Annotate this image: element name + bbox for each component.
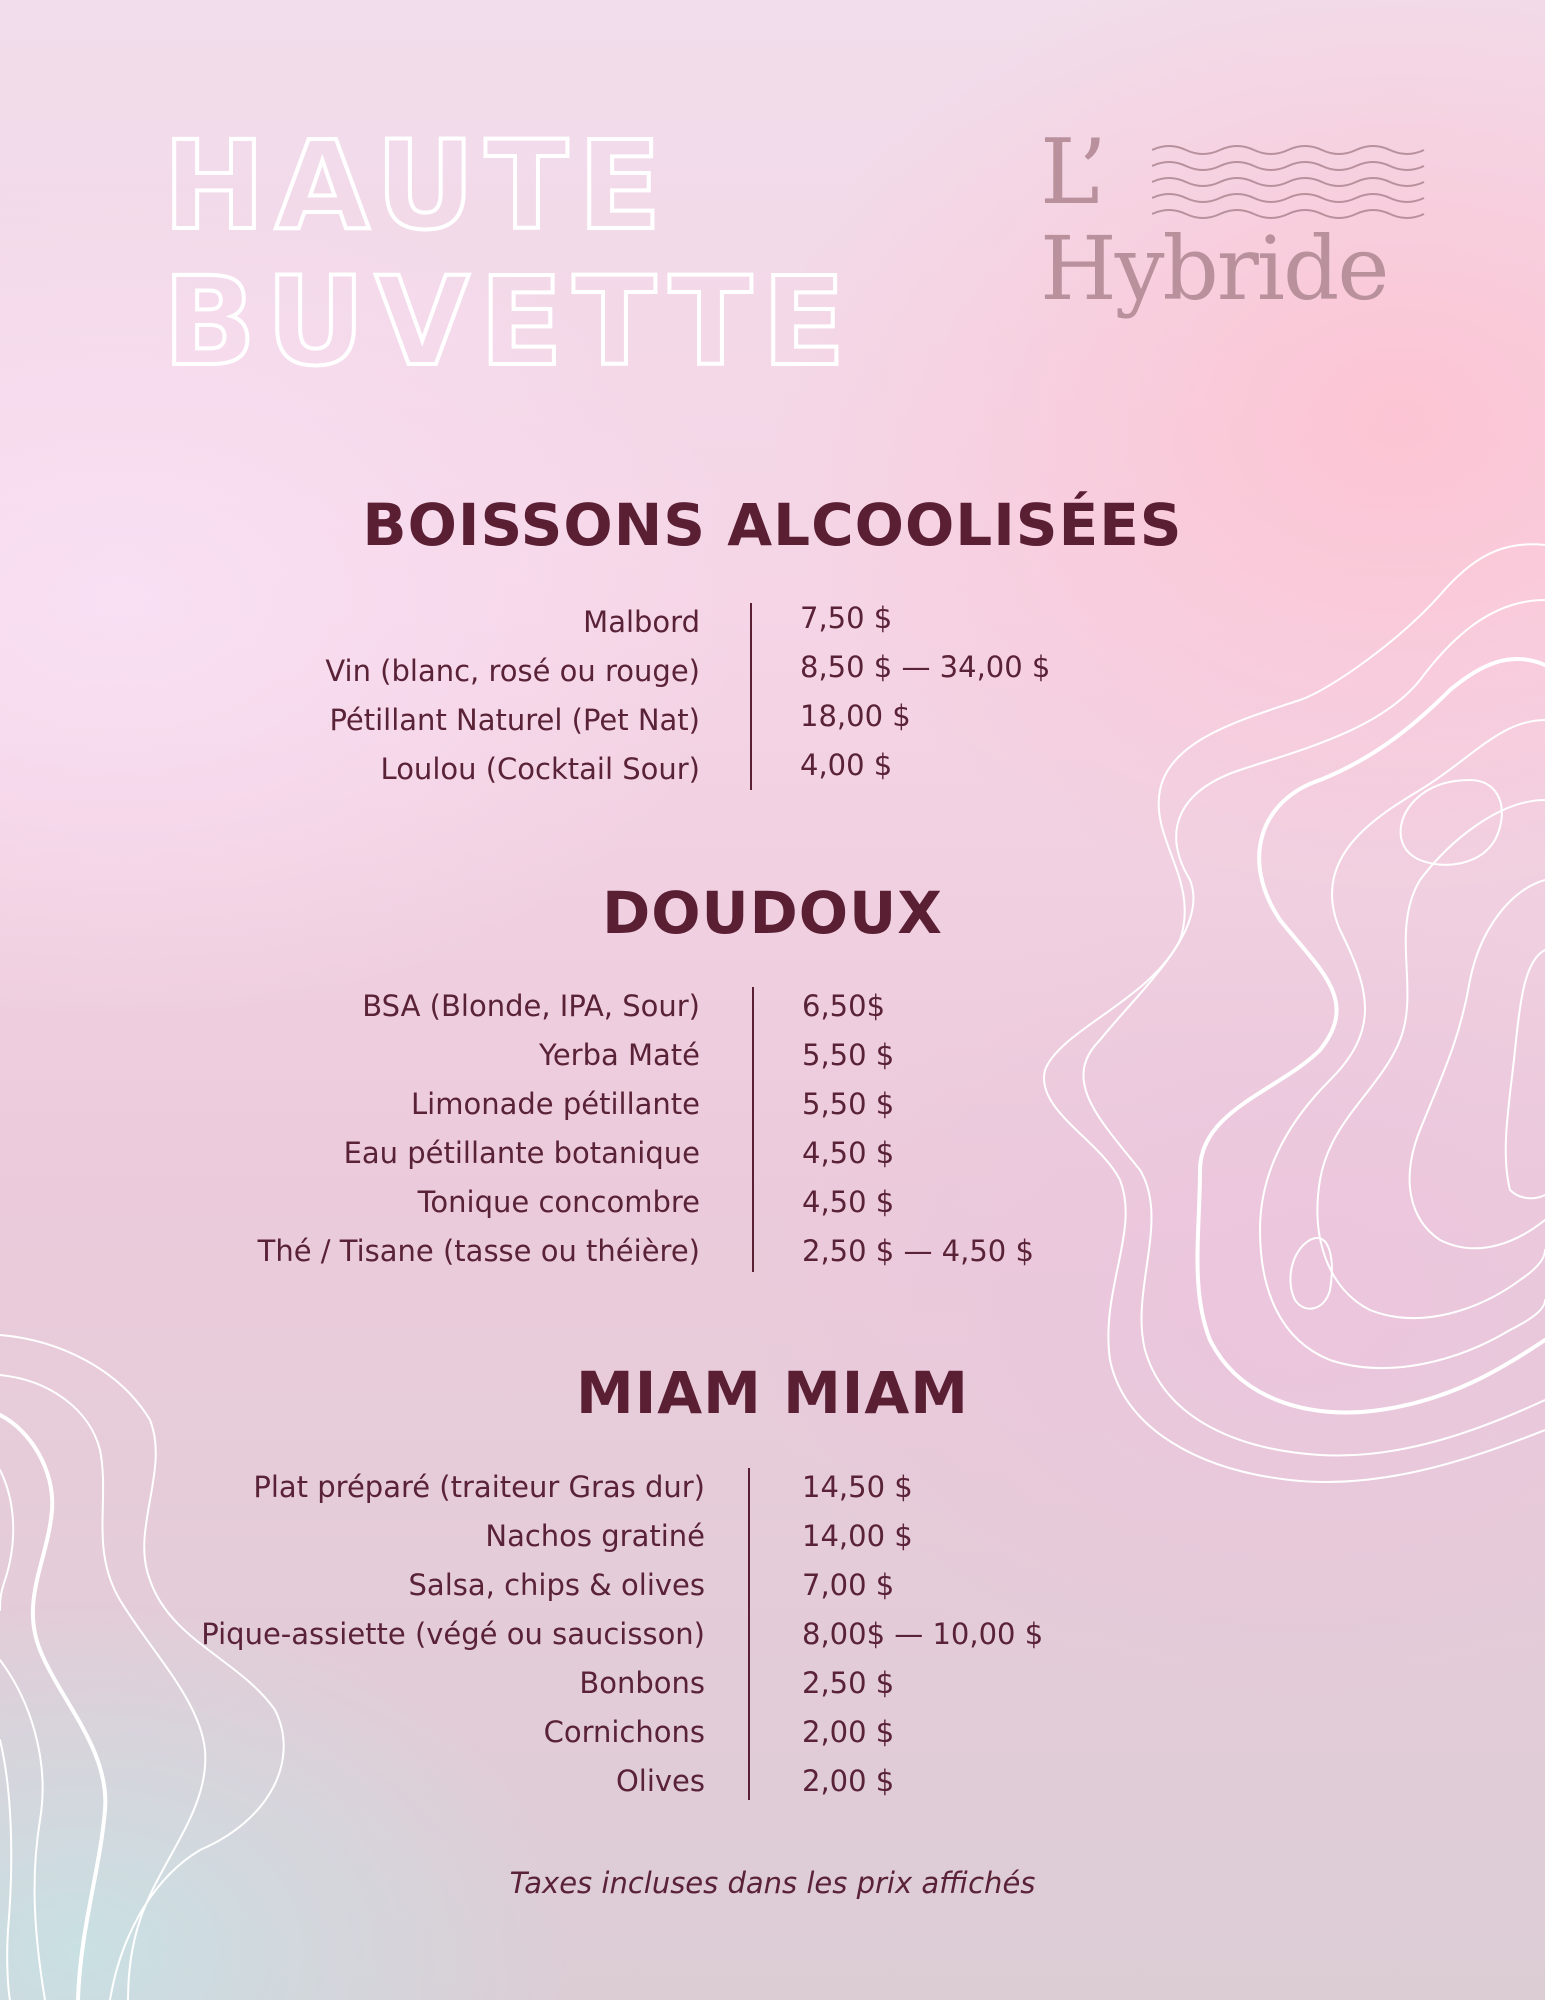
item-name: Malbord — [583, 605, 700, 639]
item-name: BSA (Blonde, IPA, Sour) — [362, 989, 700, 1023]
tax-note: Taxes incluses dans les prix affichés — [509, 1866, 1036, 1900]
section-title: BOISSONS ALCOOLISÉES — [362, 491, 1183, 559]
item-price: 6,50$ — [802, 989, 886, 1023]
menu-item — [0, 1512, 1545, 1561]
menu-item — [0, 647, 1545, 696]
menu-item — [0, 1708, 1545, 1757]
item-price: 4,50 $ — [802, 1136, 895, 1170]
item-name: Yerba Maté — [538, 1038, 700, 1072]
menu-item — [0, 1757, 1545, 1806]
item-price: 5,50 $ — [802, 1087, 895, 1121]
section-doudoux — [0, 878, 1545, 948]
menu-item — [0, 696, 1545, 745]
item-name: Loulou (Cocktail Sour) — [380, 752, 700, 786]
item-price: 7,50 $ — [800, 601, 893, 635]
menu-item — [0, 982, 1545, 1031]
item-price: 14,00 $ — [802, 1519, 913, 1553]
item-name: Salsa, chips & olives — [408, 1568, 705, 1602]
section-boissons-alcoolisees — [0, 490, 1545, 560]
item-price: 7,00 $ — [802, 1568, 895, 1602]
menu-item — [0, 1129, 1545, 1178]
menu-item — [0, 745, 1545, 794]
item-name: Cornichons — [543, 1715, 705, 1749]
item-name: Tonique concombre — [417, 1185, 700, 1219]
menu-item — [0, 1080, 1545, 1129]
item-name: Limonade pétillante — [411, 1087, 700, 1121]
menu-item — [0, 598, 1545, 647]
item-price: 2,00 $ — [802, 1715, 895, 1749]
menu-item — [0, 1610, 1545, 1659]
item-price: 8,00$ — 10,00 $ — [802, 1617, 1044, 1651]
item-name: Bonbons — [579, 1666, 705, 1700]
item-price: 8,50 $ — 34,00 $ — [800, 650, 1051, 684]
menu-item — [0, 1659, 1545, 1708]
item-name: Pique-assiette (végé ou saucisson) — [201, 1617, 705, 1651]
item-name: Eau pétillante botanique — [343, 1136, 700, 1170]
item-price: 2,50 $ — [802, 1666, 895, 1700]
item-price: 2,00 $ — [802, 1764, 895, 1798]
item-name: Nachos gratiné — [485, 1519, 705, 1553]
item-name: Vin (blanc, rosé ou rouge) — [325, 654, 700, 688]
section-miam-miam — [0, 1358, 1545, 1428]
menu-item — [0, 1561, 1545, 1610]
item-name: Plat préparé (traiteur Gras dur) — [253, 1470, 705, 1504]
item-price: 4,00 $ — [800, 748, 893, 782]
brand-title-line1: HAUTE — [163, 115, 672, 257]
item-price: 4,50 $ — [802, 1185, 895, 1219]
brand-title — [163, 115, 856, 393]
menu-item — [0, 1031, 1545, 1080]
menu-item — [0, 1227, 1545, 1276]
brand-title-line2: BUVETTE — [163, 251, 856, 393]
hybride-logo — [1040, 118, 1400, 328]
menu-item — [0, 1178, 1545, 1227]
section-title: MIAM MIAM — [576, 1359, 969, 1427]
logo-prefix: L’ — [1040, 120, 1107, 225]
section-title: DOUDOUX — [602, 879, 943, 947]
item-price: 2,50 $ — 4,50 $ — [802, 1234, 1034, 1268]
logo-word: Hybride — [1040, 217, 1388, 320]
item-name: Pétillant Naturel (Pet Nat) — [329, 703, 700, 737]
menu-item — [0, 1463, 1545, 1512]
item-price: 18,00 $ — [800, 699, 911, 733]
item-name: Olives — [615, 1764, 705, 1798]
item-price: 5,50 $ — [802, 1038, 895, 1072]
item-price: 14,50 $ — [802, 1470, 913, 1504]
item-name: Thé / Tisane (tasse ou théière) — [257, 1234, 700, 1268]
